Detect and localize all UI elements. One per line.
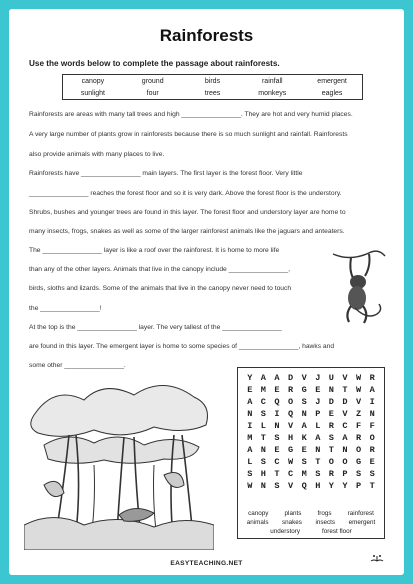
word-search-letter: D [288, 373, 294, 383]
page-title: Rainforests [159, 26, 254, 45]
word-search-letter: U [328, 373, 334, 383]
word-bank-item: emergent [317, 77, 347, 85]
word-search-letter: N [274, 421, 280, 431]
passage-line: birds, sloths and lizards. Some of the animals that live in the canopy never need to touch [29, 285, 292, 292]
passage-line: A very large number of plants grow in rainforests because there is so much sunlight and rainfall. Rainforests [29, 131, 348, 138]
word-search-letter: K [301, 433, 307, 443]
word-search-word: understory [270, 528, 300, 535]
passage-line: Rainforests are areas with many tall trees and high ________________. They are hot and very humid places. [29, 111, 353, 118]
word-search-letter: O [288, 397, 294, 407]
instructions: Use the words below to complete the passage about rainforests. [29, 59, 280, 68]
word-search-letter: N [369, 409, 375, 419]
word-search-letter: S [260, 457, 266, 467]
monkey-illustration [331, 248, 386, 328]
word-search-letter: M [260, 385, 266, 395]
word-search-letter: S [274, 433, 280, 443]
word-bank-item: four [146, 89, 159, 97]
word-search-letter: I [274, 409, 280, 419]
word-search-letter: Q [301, 481, 307, 491]
word-search-letter: S [247, 469, 253, 479]
word-search-letter: E [301, 445, 307, 455]
word-search-letter: S [274, 481, 280, 491]
word-search-letter: R [328, 469, 334, 479]
word-search-letter: M [247, 433, 253, 443]
word-search-puzzle [237, 367, 385, 539]
passage-line: the ________________! [29, 305, 102, 312]
book-icon [370, 553, 384, 563]
word-search-letter: L [315, 421, 321, 431]
word-search-word: frogs [317, 510, 332, 517]
word-search-letter: L [260, 421, 266, 431]
word-search-letter: T [260, 433, 266, 443]
word-bank-item: birds [204, 77, 221, 85]
passage-line: also provide animals with many places to live. [29, 151, 165, 158]
word-search-letter: D [342, 397, 348, 407]
word-bank-item: rainfall [261, 77, 283, 85]
word-bank-item: ground [141, 77, 164, 85]
word-search-letter: E [274, 445, 280, 455]
passage-line: Rainforests have ________________ main layers. The first layer is the forest floor. Very little [29, 170, 303, 177]
word-search-letter: W [288, 457, 294, 467]
word-search-word: snakes [282, 519, 302, 526]
word-search-letter: O [356, 445, 362, 455]
word-search-letter: T [274, 469, 280, 479]
word-search-word: emergent [348, 519, 376, 526]
word-bank-item: canopy [81, 77, 105, 85]
word-search-letter: R [369, 445, 375, 455]
word-search-letter: A [301, 421, 307, 431]
word-search-letter: P [315, 409, 321, 419]
word-search-letter: O [342, 457, 348, 467]
word-search-word: plants [284, 510, 302, 517]
word-search-letter: N [328, 385, 334, 395]
word-search-letter: J [315, 373, 321, 383]
word-search-letter: H [260, 469, 266, 479]
word-bank-item: trees [204, 89, 221, 97]
word-search-letter: P [342, 469, 348, 479]
word-search-letter: A [342, 433, 348, 443]
word-search-letter: G [301, 385, 307, 395]
word-search-letter: S [369, 469, 375, 479]
word-search-letter: V [356, 397, 362, 407]
word-search-letter: T [328, 445, 334, 455]
passage-line: many insects, frogs, snakes as well as some of the larger rainforest animals like the jaguars and anteaters. [29, 228, 345, 235]
footer-brand: EASYTEACHING.NET [170, 560, 243, 567]
word-search-letter: R [356, 433, 362, 443]
word-search-letter: Q [288, 409, 294, 419]
word-search-list [240, 509, 382, 536]
word-search-word: animals [246, 519, 269, 526]
word-search-letter: J [315, 397, 321, 407]
word-search-letter: Y [328, 481, 334, 491]
word-search-letter: Y [342, 481, 348, 491]
word-search-letter: C [274, 457, 280, 467]
word-search-letter: N [301, 409, 307, 419]
passage-line: some other ________________. [29, 362, 126, 369]
word-search-letter: T [342, 385, 348, 395]
word-search-letter: D [328, 397, 334, 407]
word-search-letter: W [247, 481, 253, 491]
word-search-letter: N [315, 445, 321, 455]
word-search-letter: E [328, 409, 334, 419]
word-search-letter: V [288, 421, 294, 431]
word-search-letter: S [356, 469, 362, 479]
rainforest-illustration [24, 375, 214, 550]
word-search-letter: Y [247, 373, 253, 383]
word-search-word: rainforest [347, 510, 374, 517]
passage-line: At the top is the ________________ layer. The very tallest of the ________________ [29, 324, 282, 331]
word-search-letter: N [342, 445, 348, 455]
word-search-word: forest floor [322, 528, 352, 535]
word-search-letter: H [288, 433, 294, 443]
word-search-letter: S [260, 409, 266, 419]
word-search-letter: R [288, 385, 294, 395]
word-search-letter: S [301, 397, 307, 407]
word-search-letter: Z [356, 409, 362, 419]
word-bank-item: monkeys [258, 89, 287, 97]
word-search-letter: O [369, 433, 375, 443]
word-search-letter: A [369, 385, 375, 395]
word-search-letter: C [288, 469, 294, 479]
passage-line: Shrubs, bushes and younger trees are found in this layer. The forest floor and understory layer are home to [29, 209, 346, 216]
word-search-letter: V [342, 373, 348, 383]
word-search-letter: W [356, 385, 362, 395]
word-bank-item: sunlight [80, 89, 105, 97]
word-search-letter: A [247, 445, 253, 455]
word-search-letter: S [301, 457, 307, 467]
word-bank-item: eagles [321, 89, 343, 97]
word-search-letter: F [369, 421, 375, 431]
word-search-letter: G [288, 445, 294, 455]
word-search-letter: V [288, 481, 294, 491]
word-search-letter: C [260, 397, 266, 407]
word-search-letter: V [301, 373, 307, 383]
word-search-letter: H [315, 481, 321, 491]
passage-line: ________________ reaches the forest floor and so it is very dark. Above the forest floor is the understory. [29, 190, 342, 197]
word-bank [62, 74, 363, 100]
word-search-letter: A [315, 433, 321, 443]
word-search-letter: N [260, 481, 266, 491]
word-search-letter: E [274, 385, 280, 395]
word-search-letter: W [356, 373, 362, 383]
word-search-letter: E [369, 457, 375, 467]
word-search-letter: S [315, 469, 321, 479]
word-search-letter: Q [274, 397, 280, 407]
word-search-letter: L [247, 457, 253, 467]
word-search-letter: T [315, 457, 321, 467]
word-search-letter: V [342, 409, 348, 419]
word-search-letter: A [247, 397, 253, 407]
word-search-letter: G [356, 457, 362, 467]
passage-line: are found in this layer. The emergent layer is home to some species of ________________, hawks and [29, 343, 335, 350]
word-search-letter: S [328, 433, 334, 443]
word-search-grid [243, 373, 379, 492]
word-search-letter: I [369, 397, 375, 407]
word-search-word: canopy [248, 510, 269, 517]
word-search-word: insects [315, 519, 336, 526]
word-search-letter: A [260, 373, 266, 383]
word-search-letter: T [369, 481, 375, 491]
word-search-letter: R [369, 373, 375, 383]
word-search-letter: P [356, 481, 362, 491]
word-search-letter: M [301, 469, 307, 479]
passage-line: The ________________ layer is like a roof over the rainforest. It is home to more life [29, 247, 280, 254]
word-search-letter: C [342, 421, 348, 431]
word-search-letter: E [315, 385, 321, 395]
word-search-letter: N [260, 445, 266, 455]
word-search-letter: R [328, 421, 334, 431]
passage-line: than any of the other layers. Animals that live in the canopy include ________________, [29, 266, 290, 273]
word-search-letter: N [247, 409, 253, 419]
word-search-letter: F [356, 421, 362, 431]
word-search-letter: A [274, 373, 280, 383]
word-search-letter: E [247, 385, 253, 395]
word-search-letter: O [328, 457, 334, 467]
word-search-letter: I [247, 421, 253, 431]
